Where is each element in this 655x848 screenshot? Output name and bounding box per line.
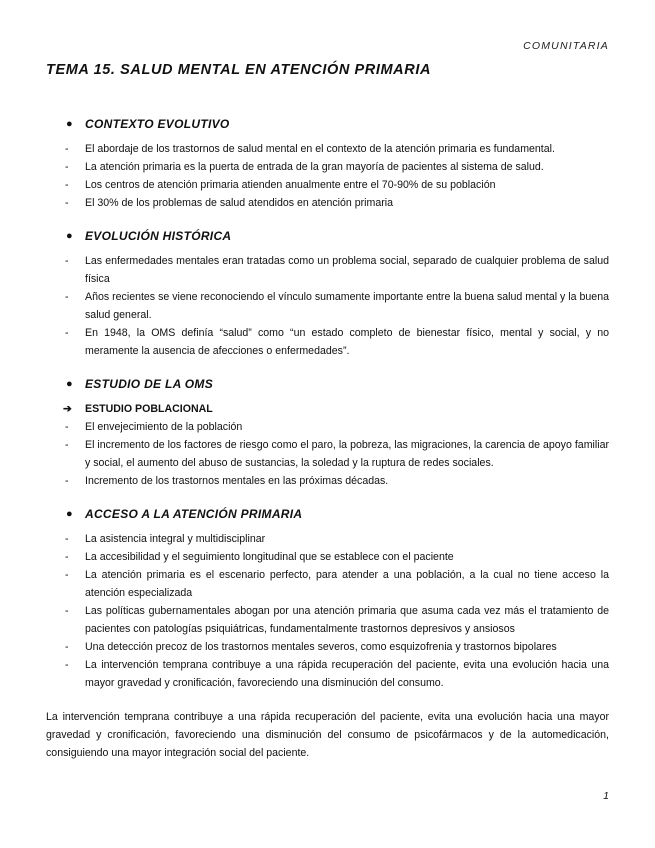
section-contexto-evolutivo: [46, 112, 609, 212]
list-item: [46, 252, 609, 288]
section-heading-text: ESTUDIO DE LA OMS: [85, 377, 213, 391]
list-item: [46, 472, 609, 490]
list-item-text: Los centros de atención primaria atienden anualmente entre el 70-90% de su población: [85, 179, 496, 191]
dash-marker: -: [65, 475, 69, 487]
list-item: [46, 194, 609, 212]
dash-marker: -: [65, 291, 69, 303]
page-title: TEMA 15. SALUD MENTAL EN ATENCIÓN PRIMARIA: [46, 62, 432, 78]
section-evolucion-historica: [46, 224, 609, 360]
list-item-text: La intervención temprana contribuye a una rápida recuperación del paciente, evita una evolución hacia una mayor gravedad y cronificación, favoreciendo una disminución del consumo.: [85, 659, 609, 689]
list-item: [46, 324, 609, 360]
list-item-text: El incremento de los factores de riesgo como el paro, la pobreza, las migraciones, la carencia de apoyo familiar y social, el aumento del abuso de sustancias, la soledad y la ruptura de redes sociales.: [85, 439, 609, 469]
item-list: [46, 418, 609, 490]
sub-heading: [46, 400, 609, 418]
list-item-text: El 30% de los problemas de salud atendidos en atención primaria: [85, 197, 393, 209]
dash-marker: -: [65, 533, 69, 545]
dash-marker: -: [65, 659, 69, 671]
dash-marker: -: [65, 551, 69, 563]
arrow-right-icon: ➔: [63, 403, 72, 415]
section-heading: [46, 502, 609, 526]
list-item-text: En 1948, la OMS definía “salud” como “un estado completo de bienestar físico, mental y social, y no meramente la ausencia de afecciones o enfermedades”.: [85, 327, 609, 357]
list-item: [46, 548, 609, 566]
list-item-text: Las políticas gubernamentales abogan por una atención primaria que asuma cada vez más el tratamiento de pacientes con patologías psiquiátricas, fundamentalmente trastornos depresivos y ansiosos: [85, 605, 609, 635]
section-heading-text: CONTEXTO EVOLUTIVO: [85, 117, 230, 131]
item-list: [46, 252, 609, 360]
section-heading-text: ACCESO A LA ATENCIÓN PRIMARIA: [85, 507, 303, 521]
dash-marker: -: [65, 143, 69, 155]
item-list: [46, 140, 609, 212]
dash-marker: -: [65, 421, 69, 433]
list-item: [46, 602, 609, 638]
section-acceso-atencion-primaria: [46, 502, 609, 692]
list-item-text: Incremento de los trastornos mentales en las próximas décadas.: [85, 475, 389, 487]
bullet-icon: ●: [66, 508, 73, 520]
list-item: [46, 158, 609, 176]
list-item-text: La asistencia integral y multidisciplinar: [85, 533, 266, 545]
document-body: [46, 112, 609, 773]
section-estudio-oms: [46, 372, 609, 490]
header-tag: COMUNITARIA: [523, 40, 609, 52]
section-heading: [46, 112, 609, 136]
bullet-icon: ●: [66, 378, 73, 390]
list-item: [46, 530, 609, 548]
list-item: [46, 436, 609, 472]
dash-marker: -: [65, 327, 69, 339]
dash-marker: -: [65, 179, 69, 191]
list-item-text: La atención primaria es la puerta de entrada de la gran mayoría de pacientes al sistema de salud.: [85, 161, 544, 173]
list-item-text: Una detección precoz de los trastornos mentales severos, como esquizofrenia y trastornos bipolares: [85, 641, 557, 653]
list-item: [46, 418, 609, 436]
list-item-text: La atención primaria es el escenario perfecto, para atender a una población, a la cual no tiene acceso la atención especializada: [85, 569, 609, 599]
dash-marker: -: [65, 161, 69, 173]
section-heading: [46, 372, 609, 396]
closing-paragraph: La intervención temprana contribuye a una rápida recuperación del paciente, evita una evolución hacia una mayor gravedad y cronificación, favoreciendo una disminución del consumo de psicofármacos y de la automedicación, consiguiendo una mayor integración social del paciente.: [46, 711, 609, 759]
list-item-text: La accesibilidad y el seguimiento longitudinal que se establece con el paciente: [85, 551, 454, 563]
list-item-text: Las enfermedades mentales eran tratadas como un problema social, separado de cualquier problema de salud física: [85, 255, 609, 285]
dash-marker: -: [65, 641, 69, 653]
dash-marker: -: [65, 197, 69, 209]
item-list: [46, 530, 609, 692]
list-item: [46, 638, 609, 656]
list-item: [46, 140, 609, 158]
list-item: [46, 288, 609, 324]
list-item: [46, 566, 609, 602]
dash-marker: -: [65, 255, 69, 267]
dash-marker: -: [65, 439, 69, 451]
section-heading: [46, 224, 609, 248]
page-number: 1: [603, 790, 609, 802]
sub-heading-text: ESTUDIO POBLACIONAL: [85, 403, 213, 415]
dash-marker: -: [65, 605, 69, 617]
list-item-text: Años recientes se viene reconociendo el vínculo sumamente importante entre la buena salud mental y la buena salud general.: [85, 291, 609, 321]
section-heading-text: EVOLUCIÓN HISTÓRICA: [85, 229, 232, 243]
bullet-icon: ●: [66, 230, 73, 242]
list-item: [46, 656, 609, 692]
bullet-icon: ●: [66, 118, 73, 130]
list-item-text: El abordaje de los trastornos de salud mental en el contexto de la atención primaria es fundamental.: [85, 143, 555, 155]
list-item: [46, 176, 609, 194]
list-item-text: El envejecimiento de la población: [85, 421, 243, 433]
dash-marker: -: [65, 569, 69, 581]
